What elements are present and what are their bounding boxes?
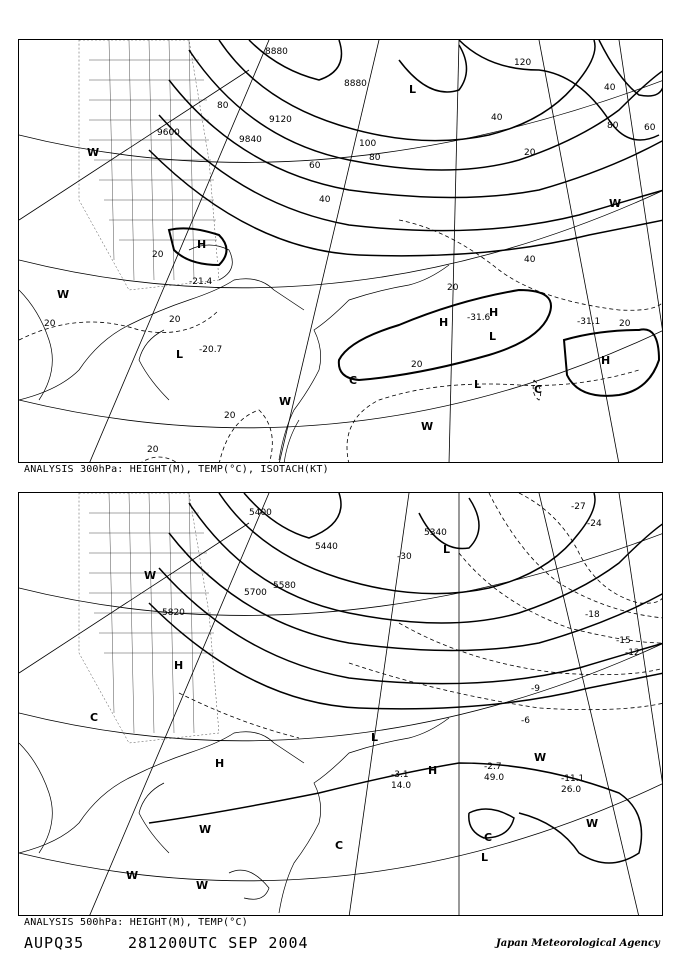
high-center-symbol: H bbox=[215, 757, 225, 770]
isotach-label: 80 bbox=[369, 153, 381, 163]
station-value: -2.7 bbox=[484, 762, 502, 772]
hatched-region bbox=[79, 40, 219, 290]
latlon-grid bbox=[19, 40, 663, 463]
warm-center-symbol: W bbox=[279, 395, 292, 408]
cold-center-symbol: C bbox=[90, 711, 99, 724]
isotach-label: 80 bbox=[217, 101, 229, 111]
isotach-label: 60 bbox=[644, 123, 656, 133]
hatched-region bbox=[79, 493, 219, 743]
low-center-symbol: L bbox=[474, 378, 482, 391]
isotach-label: 20 bbox=[152, 250, 164, 260]
high-center-symbol: H bbox=[428, 764, 438, 777]
warm-center-symbol: W bbox=[196, 879, 209, 892]
isotach-label: 20 bbox=[224, 411, 236, 421]
cold-center-symbol: C bbox=[484, 831, 493, 844]
isotach-contours bbox=[169, 228, 659, 396]
height-label: 5700 bbox=[244, 588, 267, 598]
map-panel-500hpa bbox=[18, 492, 663, 916]
warm-center-symbol: W bbox=[534, 751, 547, 764]
isotherm-label: -24 bbox=[587, 519, 602, 529]
low-center-symbol: L bbox=[409, 83, 417, 96]
panel-caption-500hpa: ANALYSIS 500hPa: HEIGHT(M), TEMP(°C) bbox=[24, 917, 248, 928]
valid-time: 281200UTC SEP 2004 bbox=[128, 934, 309, 952]
isotach-label: 100 bbox=[359, 139, 377, 149]
height-contours bbox=[149, 40, 663, 256]
isotach-label: 60 bbox=[309, 161, 321, 171]
weather-chart-500hpa bbox=[19, 493, 663, 916]
isotach-label: 20 bbox=[447, 283, 459, 293]
warm-center-symbol: W bbox=[586, 817, 599, 830]
height-label: 9120 bbox=[269, 115, 292, 125]
station-value: -3.1 bbox=[391, 770, 409, 780]
station-value: 14.0 bbox=[391, 781, 412, 791]
height-label: 5440 bbox=[315, 542, 338, 552]
isotach-label: 80 bbox=[607, 121, 619, 131]
temp-label: -21.4 bbox=[189, 277, 213, 287]
panel-caption-300hpa: ANALYSIS 300hPa: HEIGHT(M), TEMP(°C), ISOTACH(KT) bbox=[24, 464, 329, 475]
isotach-label: 20 bbox=[619, 319, 631, 329]
low-center-symbol: L bbox=[371, 731, 379, 744]
high-center-symbol: H bbox=[439, 316, 449, 329]
low-center-symbol: L bbox=[443, 543, 451, 556]
high-center-symbol: H bbox=[197, 238, 207, 251]
weather-chart-300hpa bbox=[19, 40, 663, 463]
warm-center-symbol: W bbox=[87, 146, 100, 159]
high-center-symbol: H bbox=[489, 306, 499, 319]
isotherm-label: -12 bbox=[625, 648, 640, 658]
height-label: 5820 bbox=[162, 608, 185, 618]
low-center-symbol: L bbox=[489, 330, 497, 343]
height-label: 5400 bbox=[249, 508, 272, 518]
chart-code: AUPQ35 bbox=[24, 934, 85, 952]
warm-center-symbol: W bbox=[609, 197, 622, 210]
isotach-label: 40 bbox=[319, 195, 331, 205]
isotherm-label: -18 bbox=[585, 610, 600, 620]
temp-label: -20.7 bbox=[199, 345, 223, 355]
height-label: 8880 bbox=[265, 47, 288, 57]
isotach-label: 40 bbox=[491, 113, 503, 123]
height-label: 5580 bbox=[273, 581, 296, 591]
low-center-symbol: L bbox=[481, 851, 489, 864]
warm-center-symbol: W bbox=[57, 288, 70, 301]
isotach-label: 120 bbox=[514, 58, 532, 68]
height-label: 9600 bbox=[157, 128, 180, 138]
warm-center-symbol: W bbox=[144, 569, 157, 582]
station-value: 49.0 bbox=[484, 773, 505, 783]
isotherm-label: -15 bbox=[616, 636, 631, 646]
isotherm-label: -27 bbox=[571, 502, 586, 512]
coastline bbox=[19, 245, 449, 463]
warm-center-symbol: W bbox=[421, 420, 434, 433]
height-contours bbox=[149, 493, 663, 863]
temp-label: -31.1 bbox=[577, 317, 601, 327]
warm-center-symbol: W bbox=[126, 869, 139, 882]
isotherm-label: -9 bbox=[531, 684, 540, 694]
warm-center-symbol: W bbox=[199, 823, 212, 836]
isotach-label: 40 bbox=[604, 83, 616, 93]
isotherm-label: -30 bbox=[397, 552, 412, 562]
isotach-label: 20 bbox=[524, 148, 536, 158]
height-label: 8880 bbox=[344, 79, 367, 89]
cold-center-symbol: C bbox=[349, 374, 358, 387]
cold-center-symbol: C bbox=[534, 383, 543, 396]
station-value: -11.1 bbox=[561, 774, 585, 784]
isotherm-label: -6 bbox=[521, 716, 530, 726]
height-label: 9840 bbox=[239, 135, 262, 145]
agency-credit: Japan Meteorological Agency bbox=[496, 938, 660, 949]
isotach-label: 40 bbox=[524, 255, 536, 265]
temp-label: -31.6 bbox=[467, 313, 491, 323]
cold-center-symbol: C bbox=[335, 839, 344, 852]
station-value: 26.0 bbox=[561, 785, 582, 795]
isotherm-contours bbox=[19, 220, 663, 463]
isotach-label: 20 bbox=[169, 315, 181, 325]
coastline bbox=[19, 718, 449, 913]
low-center-symbol: L bbox=[176, 348, 184, 361]
high-center-symbol: H bbox=[601, 354, 611, 367]
latlon-grid bbox=[19, 493, 663, 916]
isotach-label: 20 bbox=[44, 319, 56, 329]
high-center-symbol: H bbox=[174, 659, 184, 672]
height-label: 5340 bbox=[424, 528, 447, 538]
isotach-label: 20 bbox=[147, 445, 159, 455]
map-panel-300hpa bbox=[18, 39, 663, 463]
isotach-label: 20 bbox=[411, 360, 423, 370]
